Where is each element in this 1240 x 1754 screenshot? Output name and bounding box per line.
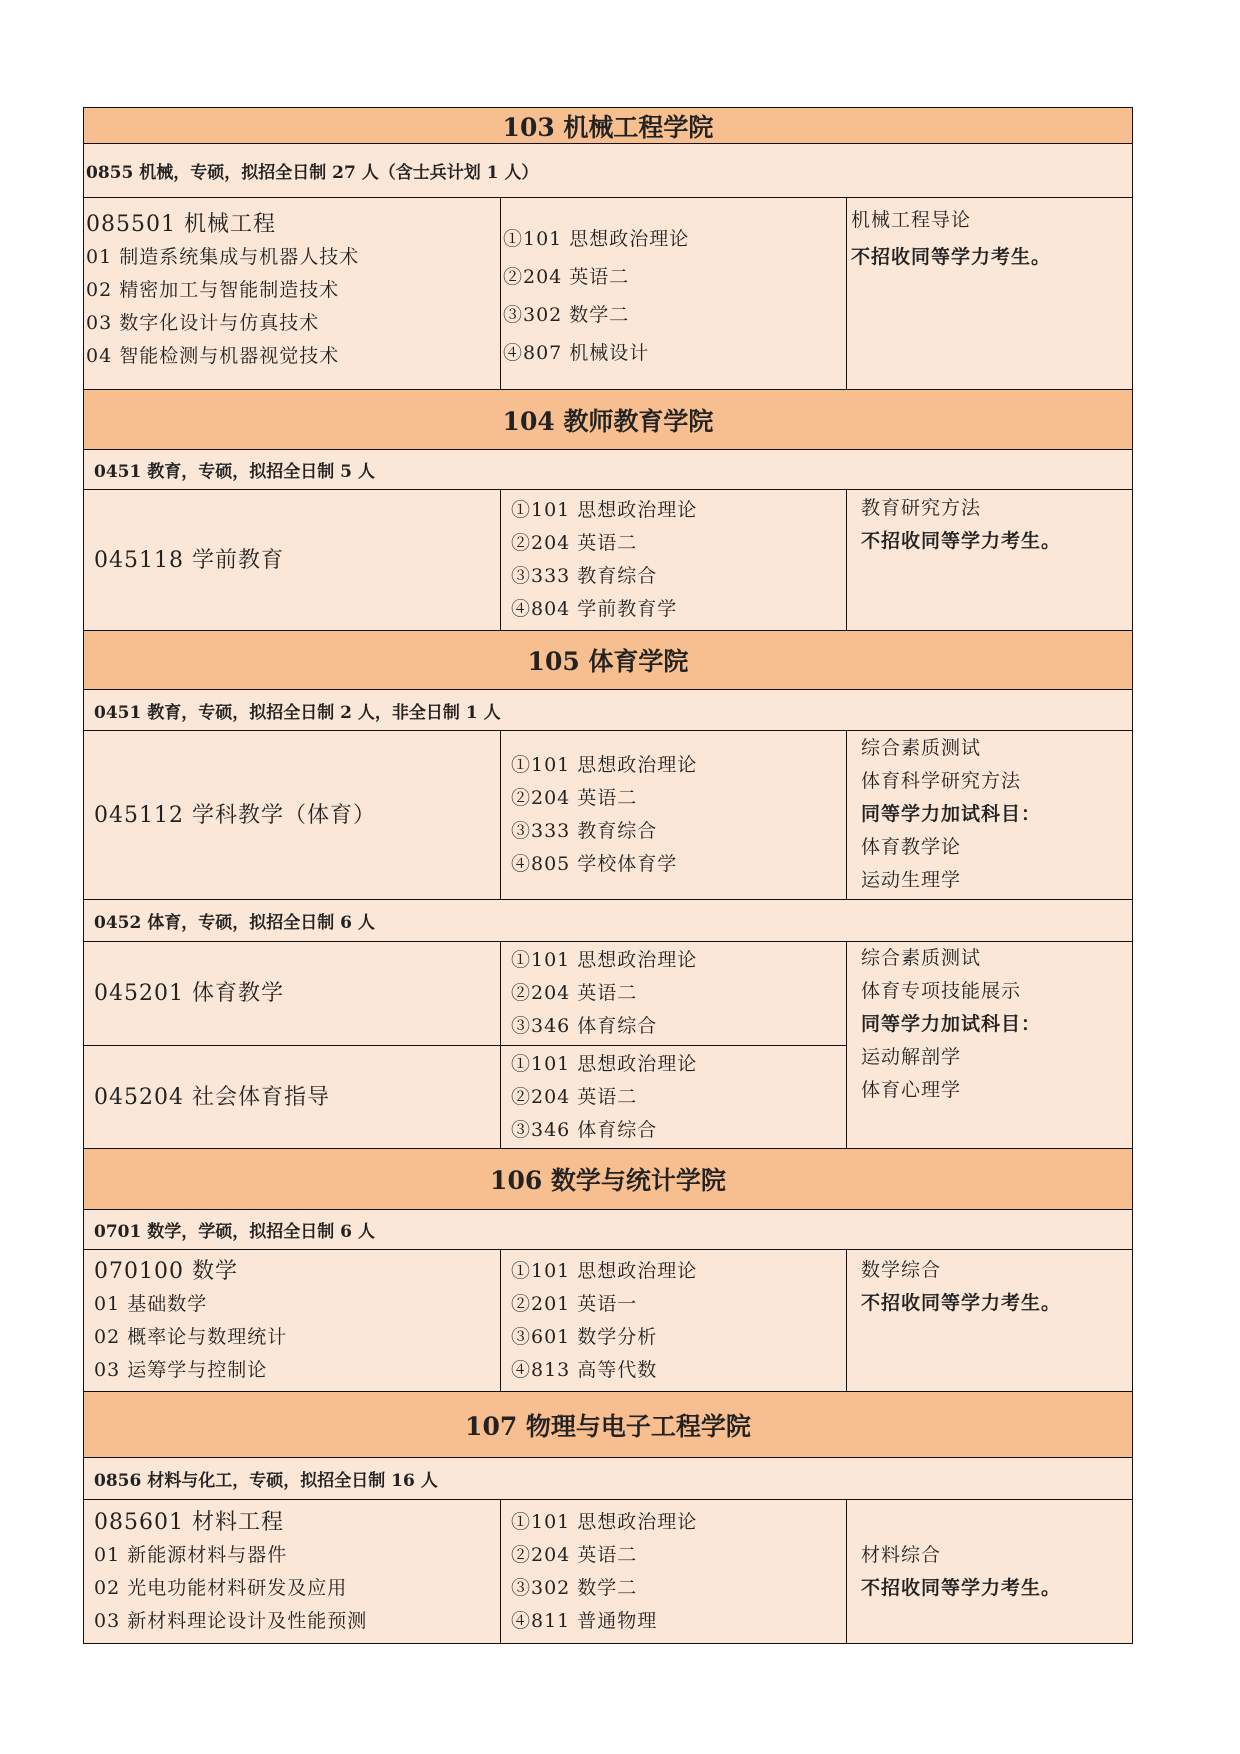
- college-header-106: [83, 1149, 1133, 1210]
- retest-cell: [847, 1250, 1132, 1391]
- retest-note: 不招收同等学力考生。: [861, 1576, 1062, 1599]
- exam-item: ③601 数学分析: [511, 1325, 658, 1348]
- retest-note: 不招收同等学力考生。: [861, 530, 1062, 552]
- major-name: 070100 数学: [94, 1258, 238, 1284]
- direction-item: 03 运筹学与控制论: [94, 1358, 268, 1381]
- exam-item: ③346 体育综合: [511, 1015, 658, 1037]
- exam-item: ①101 思想政治理论: [503, 228, 690, 250]
- exam-item: ③302 数学二: [511, 1576, 638, 1599]
- program-label: 0855 机械，专硕，拟招全日制 27 人（含士兵计划 1 人）: [86, 163, 539, 183]
- college-header-105: [83, 631, 1133, 690]
- major-name: 045118 学前教育: [94, 547, 284, 573]
- retest-item: 综合素质测试: [861, 947, 982, 969]
- major-cell: [84, 1500, 501, 1643]
- exam-item: ①101 思想政治理论: [511, 949, 698, 971]
- college-header-104: [83, 390, 1133, 450]
- exam-item: ③346 体育综合: [511, 1118, 658, 1141]
- major-name: 085601 材料工程: [94, 1509, 284, 1535]
- retest-note: 不招收同等学力考生。: [861, 1292, 1062, 1314]
- exam-item: ②201 英语一: [511, 1292, 638, 1315]
- exam-item: ④813 高等代数: [511, 1358, 658, 1381]
- retest-cell: [847, 490, 1132, 630]
- exam-item: ④811 普通物理: [511, 1609, 658, 1632]
- program-row: [83, 690, 1133, 731]
- college-header-107: [83, 1392, 1133, 1458]
- exam-item: ①101 思想政治理论: [511, 499, 698, 521]
- major-cell: [84, 198, 501, 389]
- exam-item: ①101 思想政治理论: [511, 1510, 698, 1533]
- exam-item: ②204 英语二: [511, 532, 638, 554]
- extra-item: 体育教学论: [861, 836, 962, 858]
- extra-label: 同等学力加试科目：: [861, 803, 1042, 825]
- direction-item: 01 制造系统集成与机器人技术: [86, 246, 360, 268]
- major-name: 045201 体育教学: [94, 981, 284, 1006]
- direction-item: 02 光电功能材料研发及应用: [94, 1576, 348, 1599]
- exam-cell: [501, 731, 847, 899]
- college-title: 105 体育学院: [527, 647, 689, 676]
- retest-cell: [847, 198, 1132, 389]
- major-row: [83, 490, 1133, 631]
- program-row: [83, 1210, 1133, 1250]
- exam-cell: [501, 198, 847, 389]
- program-row: [83, 144, 1133, 198]
- retest-item: 体育科学研究方法: [861, 770, 1022, 792]
- exam-cell: [501, 942, 847, 1045]
- major-row: [83, 1250, 1133, 1392]
- direction-item: 02 精密加工与智能制造技术: [86, 279, 340, 301]
- major-row: [84, 1045, 847, 1148]
- major-row: [83, 1500, 1133, 1644]
- college-title: 103 机械工程学院: [502, 112, 714, 142]
- major-cell: [84, 1046, 501, 1148]
- retest-item: 教育研究方法: [861, 497, 982, 519]
- major-row: [83, 198, 1133, 390]
- direction-item: 03 新材料理论设计及性能预测: [94, 1609, 368, 1632]
- program-label: 0451 教育，专硕，拟招全日制 2 人，非全日制 1 人: [94, 702, 501, 723]
- major-row: [84, 942, 847, 1045]
- exam-item: ④804 学前教育学: [511, 598, 678, 620]
- program-label: 0701 数学，学硕，拟招全日制 6 人: [94, 1222, 375, 1242]
- major-row: [83, 731, 1133, 900]
- direction-item: 02 概率论与数理统计: [94, 1325, 288, 1348]
- retest-cell: [847, 731, 1132, 899]
- program-label: 0452 体育，专硕，拟招全日制 6 人: [94, 913, 375, 933]
- exam-item: ③333 教育综合: [511, 565, 658, 587]
- exam-item: ①101 思想政治理论: [511, 754, 698, 776]
- direction-item: 01 基础数学: [94, 1292, 208, 1315]
- exam-item: ②204 英语二: [511, 982, 638, 1004]
- major-cell: [84, 490, 501, 630]
- program-label: 0451 教育，专硕，拟招全日制 5 人: [94, 462, 375, 482]
- retest-note: 不招收同等学力考生。: [851, 246, 1052, 268]
- program-label: 0856 材料与化工，专硕，拟招全日制 16 人: [94, 1471, 438, 1491]
- sub-majors: [84, 942, 847, 1148]
- exam-cell: [501, 1250, 847, 1391]
- exam-item: ④805 学校体育学: [511, 853, 678, 875]
- extra-item: 体育心理学: [861, 1079, 962, 1101]
- major-name: 045204 社会体育指导: [94, 1084, 330, 1110]
- retest-cell: [847, 1500, 1132, 1643]
- exam-cell: [501, 490, 847, 630]
- extra-label: 同等学力加试科目：: [861, 1013, 1042, 1035]
- retest-item: 综合素质测试: [861, 737, 982, 759]
- direction-item: 03 数字化设计与仿真技术: [86, 312, 320, 334]
- program-row: [83, 1458, 1133, 1500]
- program-row: [83, 450, 1133, 490]
- exam-item: ②204 英语二: [503, 266, 630, 288]
- admissions-table: [83, 107, 1133, 1644]
- retest-item: 机械工程导论: [851, 209, 972, 231]
- retest-item: 数学综合: [861, 1259, 942, 1281]
- major-name: 045112 学科教学（体育）: [94, 802, 376, 828]
- exam-cell: [501, 1500, 847, 1643]
- college-title: 104 教师教育学院: [502, 406, 714, 436]
- extra-item: 运动解剖学: [861, 1046, 962, 1068]
- major-cell: [84, 731, 501, 899]
- retest-cell: [847, 942, 1132, 1148]
- exam-item: ②204 英语二: [511, 1085, 638, 1108]
- exam-item: ④807 机械设计: [503, 342, 650, 364]
- major-group: [83, 942, 1133, 1149]
- retest-item: 材料综合: [861, 1543, 942, 1566]
- exam-item: ①101 思想政治理论: [511, 1052, 698, 1075]
- exam-item: ③302 数学二: [503, 304, 630, 326]
- retest-item: 体育专项技能展示: [861, 980, 1022, 1002]
- program-row: [83, 900, 1133, 942]
- college-title: 106 数学与统计学院: [490, 1166, 726, 1195]
- exam-cell: [501, 1046, 847, 1148]
- major-cell: [84, 1250, 501, 1391]
- college-title: 107 物理与电子工程学院: [465, 1411, 751, 1441]
- major-name: 085501 机械工程: [86, 212, 276, 237]
- direction-item: 01 新能源材料与器件: [94, 1543, 288, 1566]
- college-header-103: [83, 107, 1133, 144]
- exam-item: ③333 教育综合: [511, 820, 658, 842]
- major-cell: [84, 942, 501, 1045]
- exam-item: ②204 英语二: [511, 787, 638, 809]
- direction-item: 04 智能检测与机器视觉技术: [86, 345, 340, 367]
- exam-item: ①101 思想政治理论: [511, 1259, 698, 1282]
- extra-item: 运动生理学: [861, 869, 962, 891]
- exam-item: ②204 英语二: [511, 1543, 638, 1566]
